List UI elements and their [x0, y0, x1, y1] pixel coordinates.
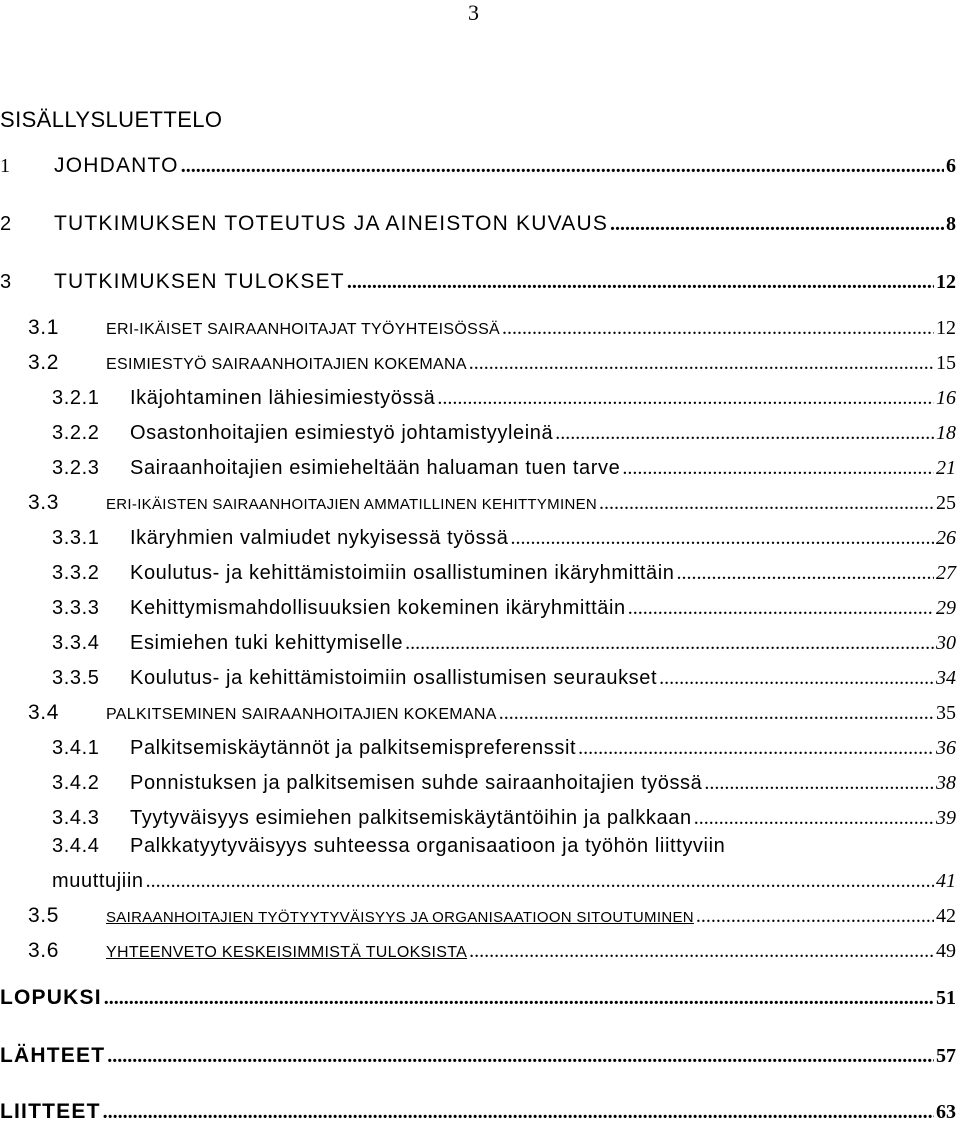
entry-number: 1 [0, 155, 11, 177]
entry-page: 41 [936, 870, 956, 892]
entry-page: 49 [936, 940, 956, 962]
entry-label: Palkkatyytyväisyys suhteessa organisaatioon ja työhön liittyviin [130, 835, 726, 857]
entry-page: 15 [936, 352, 956, 374]
toc-entry-3-2-1[interactable] [52, 384, 956, 412]
entry-page: 18 [936, 422, 956, 444]
entry-page: 27 [936, 562, 956, 584]
dot-leader [622, 454, 934, 482]
dot-leader [628, 594, 934, 622]
toc-entry-lopuksi[interactable] [0, 984, 956, 1012]
entry-page: 36 [936, 737, 956, 759]
toc-entry-3-4[interactable] [28, 699, 956, 729]
entry-label: Tyytyväisyys esimiehen palkitsemiskäytäntöihin ja palkkaan [130, 807, 692, 829]
entry-number: 3.2.3 [52, 457, 100, 479]
entry-number: 3.3 [28, 491, 59, 514]
dot-leader [610, 210, 944, 238]
entry-label: YHTEENVETO KESKEISIMMISTÄ TULOKSISTA [106, 944, 468, 961]
entry-page: 57 [936, 1045, 956, 1067]
entry-label: Koulutus- ja kehittämistoimiin osallistuminen ikäryhmittäin [130, 562, 675, 584]
entry-number: 3.6 [28, 939, 59, 962]
entry-label: Ikäryhmien valmiudet nykyisessä työssä [130, 527, 509, 549]
dot-leader [694, 804, 934, 832]
entry-page: 8 [946, 213, 956, 235]
toc-entry-3-2-3[interactable] [52, 454, 956, 482]
dot-leader [555, 419, 934, 447]
dot-leader [578, 734, 934, 762]
dot-leader [696, 902, 934, 930]
toc-entry-3-3-1[interactable] [52, 524, 956, 552]
entry-number: 3.4 [28, 701, 59, 724]
entry-label: Sairaanhoitajien esimieheltään haluaman tuen tarve [130, 457, 621, 479]
dot-leader [437, 384, 934, 412]
entry-number: 3.4.3 [52, 807, 100, 829]
dot-leader [347, 268, 934, 296]
entry-page: 39 [936, 807, 956, 829]
toc-entry-tutkimuksen-toteutus[interactable] [0, 210, 956, 238]
toc-entry-3-4-2[interactable] [52, 769, 956, 797]
entry-page: 30 [936, 632, 956, 654]
entry-label: Ikäjohtaminen lähiesimiestyössä [130, 387, 436, 409]
entry-number: 3.4.1 [52, 737, 100, 759]
entry-page: 51 [936, 987, 956, 1009]
toc-entry-3-2-2[interactable] [52, 419, 956, 447]
dot-leader [599, 489, 934, 517]
entry-number: 3.2.2 [52, 422, 100, 444]
dot-leader [502, 314, 934, 342]
entry-number: 2 [0, 213, 12, 235]
entry-number: 3.4.4 [52, 835, 100, 857]
entry-label: LOPUKSI [0, 986, 102, 1009]
entry-label: LIITTEET [0, 1100, 101, 1123]
toc-entry-tutkimuksen-tulokset[interactable] [0, 268, 956, 296]
dot-leader [104, 984, 934, 1012]
toc-entry-3-3-5[interactable] [52, 664, 956, 692]
entry-page: 21 [936, 457, 956, 479]
entry-label: Ponnistuksen ja palkitsemisen suhde sairaanhoitajien työssä [130, 772, 703, 794]
entry-number: 3.2.1 [52, 387, 100, 409]
entry-number: 3.3.1 [52, 527, 100, 549]
entry-number: 3.5 [28, 904, 59, 927]
toc-entry-3-5[interactable] [28, 902, 956, 932]
entry-page: 12 [936, 317, 956, 339]
toc-entry-3-4-1[interactable] [52, 734, 956, 762]
entry-page: 34 [936, 667, 956, 689]
entry-label-continuation: muuttujiin [52, 870, 144, 892]
toc-entry-3-2[interactable] [28, 349, 956, 379]
entry-label: TUTKIMUKSEN TULOKSET [54, 270, 345, 293]
entry-page: 63 [936, 1101, 956, 1123]
dot-leader [405, 629, 934, 657]
toc-entry-liitteet[interactable] [0, 1098, 956, 1126]
entry-label: SAIRAANHOITAJIEN TYÖTYYTYVÄISYYS JA ORGANISAATIOON SITOUTUMINEN [106, 909, 694, 926]
entry-number: 3.3.2 [52, 562, 100, 584]
toc-entry-3-3-2[interactable] [52, 559, 956, 587]
entry-page: 12 [936, 271, 956, 293]
dot-leader [107, 1042, 934, 1070]
entry-label: ERI-IKÄISTEN SAIRAANHOITAJIEN AMMATILLINEN KEHITTYMINEN [106, 496, 598, 513]
entry-label: ERI-IKÄISET SAIRAANHOITAJAT TYÖYHTEISÖSSÄ [106, 321, 501, 338]
dot-leader [469, 937, 934, 965]
entry-number: 3.3.3 [52, 597, 100, 619]
dot-leader [704, 769, 934, 797]
entry-label: TUTKIMUKSEN TOTEUTUS JA AINEISTON KUVAUS [54, 212, 609, 235]
entry-label: Osastonhoitajien esimiestyö johtamistyyleinä [130, 422, 554, 444]
entry-page: 6 [946, 155, 956, 177]
entry-number: 3 [0, 271, 12, 293]
entry-number: 3.3.4 [52, 632, 100, 654]
toc-entry-3-4-3[interactable] [52, 804, 956, 832]
dot-leader [677, 559, 935, 587]
entry-label: Palkitsemiskäytännöt ja palkitsemispreferenssit [130, 737, 577, 759]
entry-number: 3.2 [28, 351, 59, 374]
toc-entry-3-1[interactable] [28, 314, 956, 344]
toc-entry-3-4-4-continuation[interactable] [52, 867, 956, 895]
page-number: 3 [468, 0, 479, 25]
toc-entry-lahteet[interactable] [0, 1042, 956, 1070]
entry-label: Esimiehen tuki kehittymiselle [130, 632, 404, 654]
toc-entry-3-3-3[interactable] [52, 594, 956, 622]
toc-entry-johdanto[interactable] [0, 152, 956, 180]
dot-leader [146, 867, 934, 895]
entry-page: 16 [936, 387, 956, 409]
dot-leader [499, 699, 934, 727]
entry-label: PALKITSEMINEN SAIRAANHOITAJIEN KOKEMANA [106, 706, 497, 723]
entry-number: 3.3.5 [52, 667, 100, 689]
entry-number: 3.1 [28, 316, 59, 339]
toc-entry-3-6[interactable] [28, 937, 956, 967]
entry-page: 29 [936, 597, 956, 619]
toc-title: SISÄLLYSLUETTELO [0, 107, 223, 132]
toc-entry-3-3-4[interactable] [52, 629, 956, 657]
dot-leader [469, 349, 934, 377]
entry-label: Koulutus- ja kehittämistoimiin osallistumisen seuraukset [130, 667, 658, 689]
dot-leader [181, 152, 944, 180]
toc-entry-3-3[interactable] [28, 489, 956, 519]
entry-page: 38 [936, 772, 956, 794]
entry-page: 42 [936, 905, 956, 927]
dot-leader [511, 524, 935, 552]
entry-page: 35 [936, 702, 956, 724]
entry-number: 3.4.2 [52, 772, 100, 794]
entry-page: 25 [936, 492, 956, 514]
entry-page: 26 [936, 527, 956, 549]
dot-leader [659, 664, 934, 692]
entry-label: JOHDANTO [54, 154, 179, 177]
entry-label: LÄHTEET [0, 1044, 106, 1067]
dot-leader [103, 1098, 934, 1126]
toc-entry-3-4-4[interactable] [52, 832, 725, 860]
entry-label: Kehittymismahdollisuuksien kokeminen ikäryhmittäin [130, 597, 626, 619]
entry-label: ESIMIESTYÖ SAIRAANHOITAJIEN KOKEMANA [106, 356, 467, 373]
